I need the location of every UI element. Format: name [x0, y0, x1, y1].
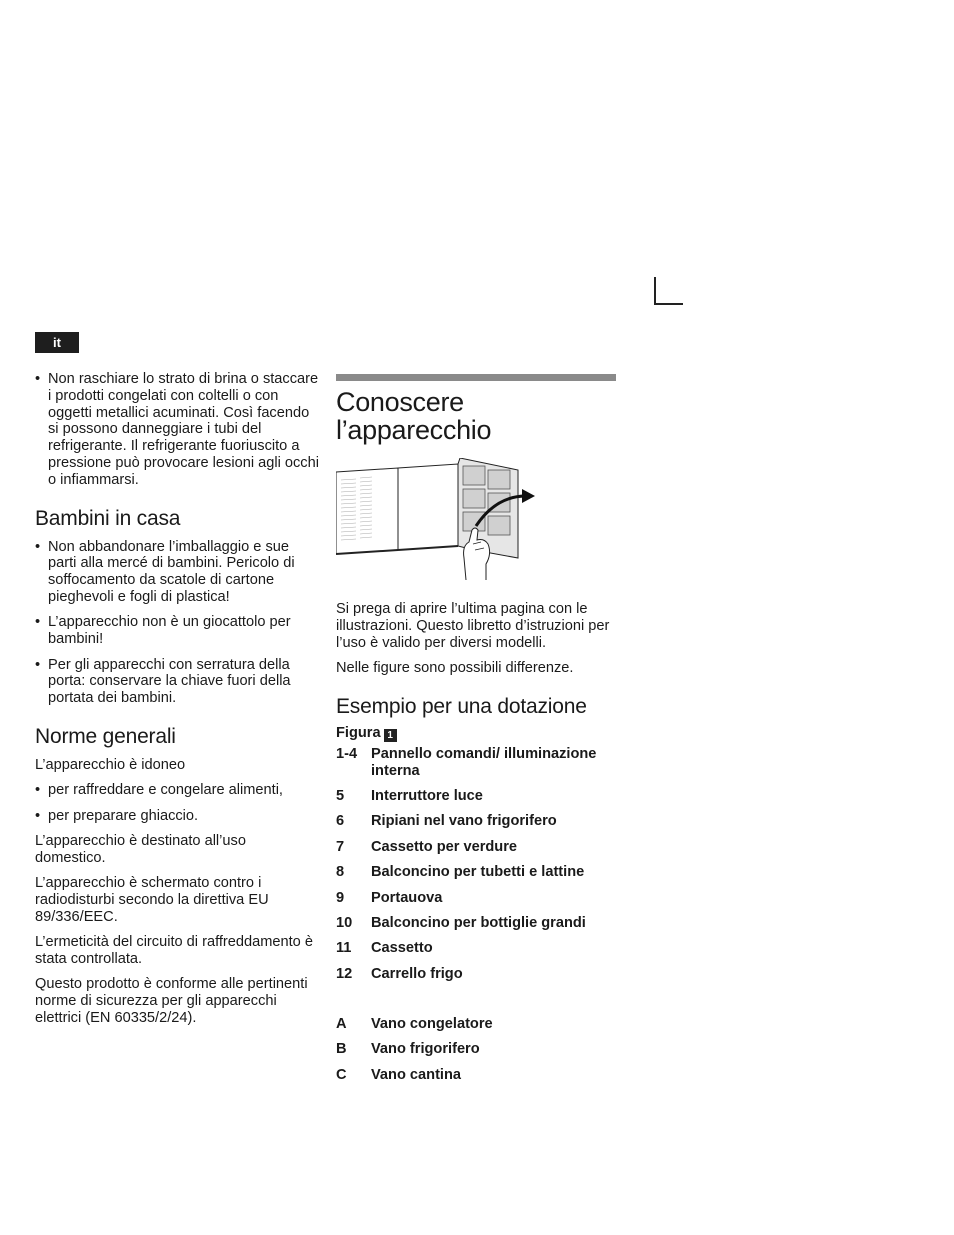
heading-norme: Norme generali [35, 724, 176, 748]
legend-key: C [336, 1066, 347, 1083]
legend-item [336, 813, 621, 830]
legend-value: Cassetto per verdure [371, 838, 517, 855]
paragraph: L’apparecchio è idoneo [35, 756, 186, 773]
legend-key: 1-4 [336, 745, 358, 762]
legend-item [336, 1016, 621, 1033]
legend-item [336, 839, 621, 856]
legend-key: 7 [336, 838, 345, 855]
norme-bullet-list [35, 782, 320, 824]
title-rule [336, 374, 616, 381]
open-booklet-illustration [336, 458, 536, 584]
legend-item [336, 890, 621, 907]
title-line-1: Conoscere [336, 387, 464, 417]
legend-item [336, 1041, 621, 1058]
heading-bambini: Bambini in casa [35, 506, 181, 530]
legend-key: 9 [336, 889, 345, 906]
legend-value: Pannello comandi/ illuminazione interna [371, 745, 597, 779]
legend-key: 10 [336, 914, 353, 931]
figure-reference [336, 725, 621, 742]
list-item: • per preparare ghiaccio. [35, 808, 320, 825]
legend-item [336, 746, 621, 780]
right-column [336, 374, 621, 1092]
legend-key: B [336, 1041, 347, 1058]
legend-key: 6 [336, 813, 345, 830]
legend-key: 11 [336, 940, 352, 957]
list-item: • Per gli apparecchi con serratura della porta: conservare la chiave fuori della portata dei bambini. [35, 657, 320, 707]
legend-list [336, 746, 621, 983]
legend-value: Vano cantina [371, 1066, 462, 1083]
legend-spacer [336, 991, 621, 1016]
paragraph: L’apparecchio è destinato all’uso domestico. [35, 833, 246, 866]
intro-bullet-list [35, 371, 320, 489]
list-item: • Non raschiare lo strato di brina o staccare i prodotti congelati con coltelli o con oggetti metallici acuminati. Così facendo si possono danneggiare i tubi del refrigerante. Il refrigerante fuoriuscito a pressione può provocare lesioni agli occhi o infiammarsi. [35, 371, 320, 489]
legend-value: Interruttore luce [371, 787, 483, 804]
paragraph: Nelle figure sono possibili differenze. [336, 659, 574, 676]
legend-item [336, 915, 621, 932]
paragraph: L’apparecchio è schermato contro i radiodisturbi secondo la direttiva EU 89/336/EEC. [35, 875, 269, 925]
crop-mark [654, 277, 683, 305]
paragraph: Questo prodotto è conforme alle pertinenti norme di sicurezza per gli apparecchi elettrici (EN 60335/2/24). [35, 976, 308, 1027]
legend-key: 5 [336, 787, 345, 804]
legend-value: Balconcino per bottiglie grandi [371, 914, 586, 931]
legend-item [336, 1067, 621, 1084]
legend-key: A [336, 1016, 347, 1033]
legend-value: Vano frigorifero [371, 1041, 480, 1058]
language-tab: it [35, 332, 79, 353]
list-item: • L’apparecchio non è un giocattolo per bambini! [35, 614, 320, 648]
legend-key: 12 [336, 965, 353, 982]
bambini-bullet-list [35, 539, 320, 707]
legend-value: Portauova [371, 889, 443, 906]
list-item: • Non abbandonare l’imballaggio e sue parti alla mercé di bambini. Pericolo di soffocamento da scatole di cartone pieghevoli e fogli di plastica! [35, 539, 320, 606]
legend-value: Vano congelatore [371, 1016, 493, 1033]
heading-esempio: Esempio per una dotazione [336, 694, 587, 718]
legend-item [336, 788, 621, 805]
page-title [336, 388, 621, 444]
legend-item [336, 966, 621, 983]
legend-item [336, 940, 621, 957]
legend-value: Carrello frigo [371, 965, 463, 982]
legend-key: 8 [336, 864, 345, 881]
title-line-2: l’apparecchio [336, 415, 492, 445]
zone-legend-list [336, 1016, 621, 1084]
legend-value: Ripiani nel vano frigorifero [371, 813, 557, 830]
legend-item [336, 864, 621, 881]
legend-value: Cassetto [371, 940, 433, 957]
paragraph: L’ermeticità del circuito di raffreddamento è stata controllata. [35, 934, 313, 968]
figure-number-badge: 1 [384, 729, 397, 742]
paragraph: Si prega di aprire l’ultima pagina con le illustrazioni. Questo libretto d’istruzioni per l’uso è valido per diversi modelli. [336, 601, 610, 651]
legend-value: Balconcino per tubetti e lattine [371, 864, 585, 881]
list-item: • per raffreddare e congelare alimenti, [35, 782, 320, 799]
left-column [35, 371, 320, 1035]
figure-label: Figura [336, 724, 381, 741]
